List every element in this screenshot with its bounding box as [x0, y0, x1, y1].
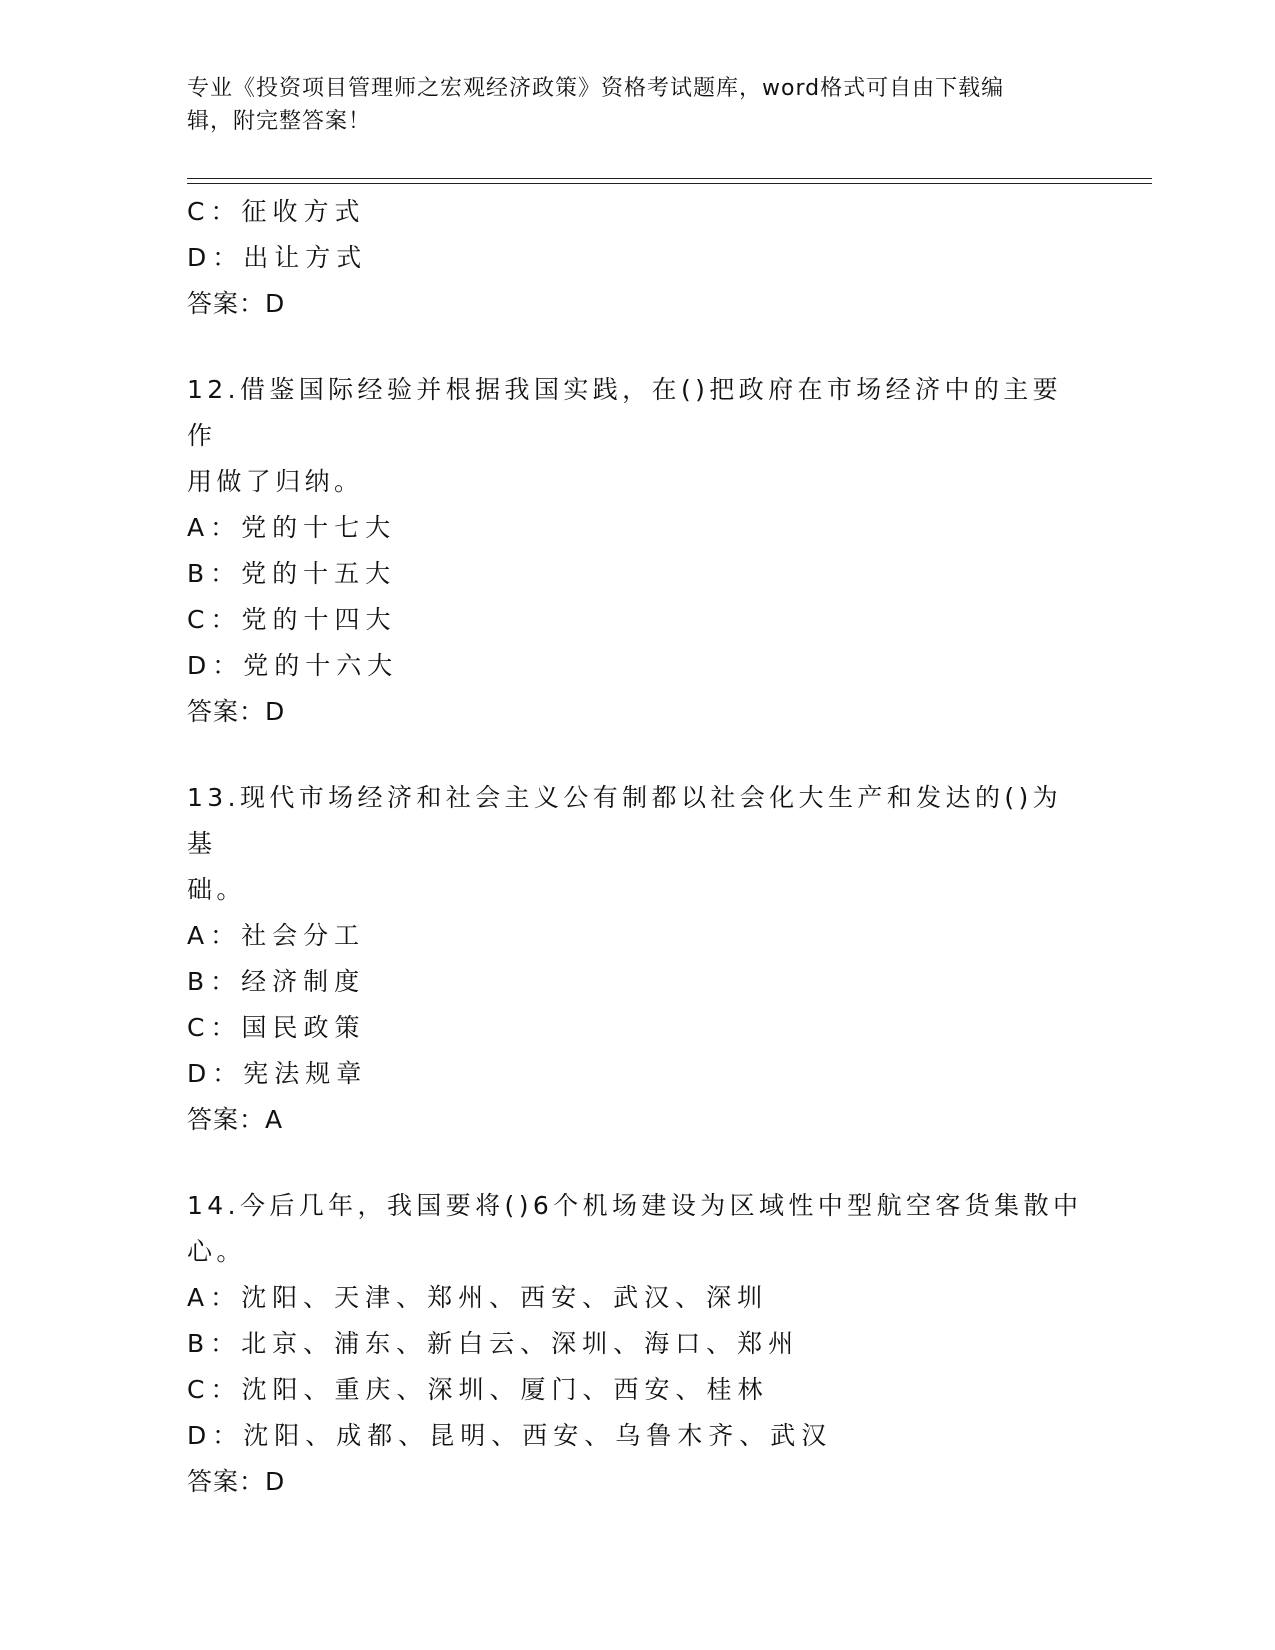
- option-c: C：国民政策: [187, 1013, 366, 1042]
- option-c: C：党的十四大: [187, 605, 397, 634]
- question-stem: [187, 775, 1087, 913]
- question-stem: [187, 367, 1087, 505]
- answer-line: 答案：D: [187, 1467, 286, 1496]
- question-stem-line-2: 心。: [187, 1237, 246, 1266]
- option-c: C：征收方式: [187, 197, 366, 226]
- header-divider-top: [187, 178, 1152, 179]
- header-line-1: 专业《投资项目管理师之宏观经济政策》资格考试题库，word格式可自由下载编: [187, 76, 1005, 101]
- question-list: [187, 189, 1087, 1505]
- spacer: [187, 735, 1087, 775]
- option-d: D：宪法规章: [187, 1059, 368, 1088]
- question-stem-line-1: 14.今后几年，我国要将()6个机场建设为区域性中型航空客货集散中: [187, 1191, 1083, 1220]
- option-d: D：沈阳、成都、昆明、西安、乌鲁木齐、武汉: [187, 1421, 833, 1450]
- option-b: B：北京、浦东、新白云、深圳、海口、郑州: [187, 1329, 800, 1358]
- option-a: A：党的十七大: [187, 513, 397, 542]
- option-b: B：经济制度: [187, 967, 366, 996]
- spacer: [187, 1143, 1087, 1183]
- option-a: A：沈阳、天津、郑州、西安、武汉、深圳: [187, 1283, 769, 1312]
- question-stem-line-2: 础。: [187, 875, 246, 904]
- question-12: [187, 367, 1087, 735]
- answer-line: 答案：D: [187, 697, 286, 726]
- question-stem: [187, 1183, 1087, 1275]
- answer-line: 答案：A: [187, 1105, 284, 1134]
- spacer: [187, 327, 1087, 367]
- option-d: D：党的十六大: [187, 651, 399, 680]
- answer-line: 答案：D: [187, 289, 286, 318]
- option-b: B：党的十五大: [187, 559, 397, 588]
- question-stem-line-1: 12.借鉴国际经验并根据我国实践，在()把政府在市场经济中的主要作: [187, 375, 1063, 450]
- question-stem-line-1: 13.现代市场经济和社会主义公有制都以社会化大生产和发达的()为基: [187, 783, 1063, 858]
- question-14: [187, 1183, 1087, 1505]
- question-13: [187, 775, 1087, 1143]
- question-11-partial: [187, 189, 1087, 327]
- option-a: A：社会分工: [187, 921, 366, 950]
- option-d: D：出让方式: [187, 243, 368, 272]
- question-stem-line-2: 用做了归纳。: [187, 467, 364, 496]
- header-divider-bottom: [187, 183, 1152, 184]
- header-line-2: 辑，附完整答案！: [187, 109, 372, 134]
- option-c: C：沈阳、重庆、深圳、厦门、西安、桂林: [187, 1375, 769, 1404]
- page-header: [187, 72, 1067, 138]
